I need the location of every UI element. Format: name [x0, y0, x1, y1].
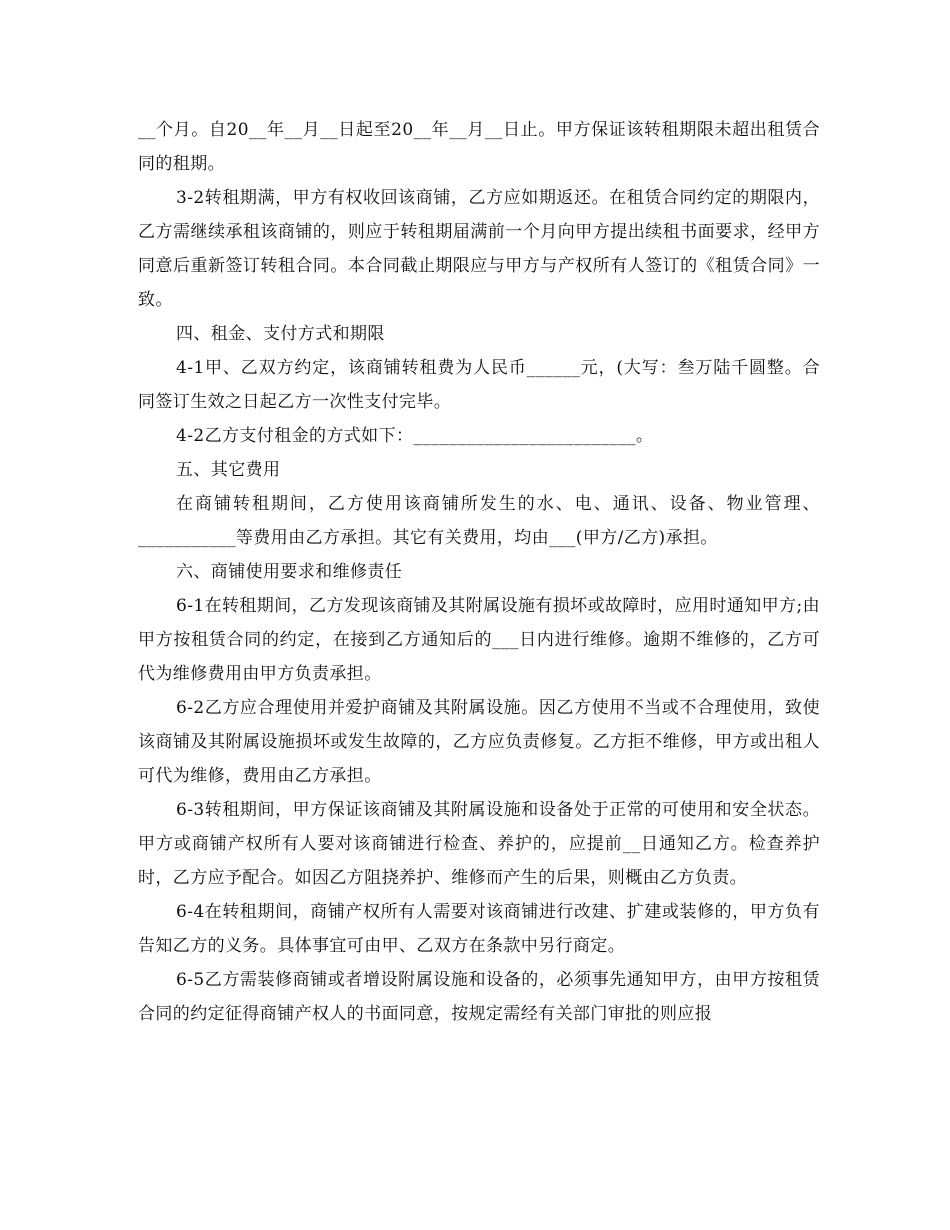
paragraph-3-2: 3-2转租期满，甲方有权收回该商铺，乙方应如期返还。在租赁合同约定的期限内，乙方需继续承租该商铺的，则应于转租期届满前一个月向甲方提出续租书面要求，经甲方同意后重新签订转租合同。本合同截止期限应与甲方与产权所有人签订的《租赁合同》一致。 [138, 188, 820, 310]
paragraph-4-1: 4-1甲、乙双方约定，该商铺转租费为人民币______元，(大写：叁万陆千圆整。合同签订生效之日起乙方一次性支付完毕。 [138, 358, 820, 412]
paragraph-4-2: 4-2乙方支付租金的方式如下：_________________________。 [176, 426, 654, 446]
paragraph-6-3: 6-3转租期间，甲方保证该商铺及其附属设施和设备处于正常的可使用和安全状态。甲方或商铺产权所有人要对该商铺进行检查、养护的，应提前__日通知乙方。检查养护时，乙方应予配合。如因乙方阻挠养护、维修而产生的后果，则概由乙方负责。 [138, 800, 820, 888]
section-heading-6: 六、商铺使用要求和维修责任 [176, 562, 403, 582]
document-body [138, 113, 820, 1031]
paragraph-continuation: __个月。自20__年__月__日起至20__年__月__日止。甲方保证该转租期限未超出租赁合同的租期。 [138, 120, 820, 174]
section-heading-5: 五、其它费用 [176, 460, 281, 480]
paragraph-6-5: 6-5乙方需装修商铺或者增设附属设施和设备的，必须事先通知甲方，由甲方按租赁合同的约定征得商铺产权人的书面同意，按规定需经有关部门审批的则应报 [138, 970, 820, 1024]
paragraph-6-2: 6-2乙方应合理使用并爱护商铺及其附属设施。因乙方使用不当或不合理使用，致使该商铺及其附属设施损坏或发生故障的，乙方应负责修复。乙方拒不维修，甲方或出租人可代为维修，费用由乙方承担。 [138, 698, 820, 786]
paragraph-5: 在商铺转租期间，乙方使用该商铺所发生的水、电、通讯、设备、物业管理、___________等费用由乙方承担。其它有关费用，均由___(甲方/乙方)承担。 [138, 494, 820, 548]
paragraph-6-4: 6-4在转租期间，商铺产权所有人需要对该商铺进行改建、扩建或装修的，甲方负有告知乙方的义务。具体事宜可由甲、乙双方在条款中另行商定。 [138, 902, 820, 956]
paragraph-6-1: 6-1在转租期间，乙方发现该商铺及其附属设施有损坏或故障时，应用时通知甲方;由甲方按租赁合同的约定，在接到乙方通知后的___日内进行维修。逾期不维修的，乙方可代为维修费用由甲方负责承担。 [138, 596, 820, 684]
section-heading-4: 四、租金、支付方式和期限 [176, 324, 385, 344]
